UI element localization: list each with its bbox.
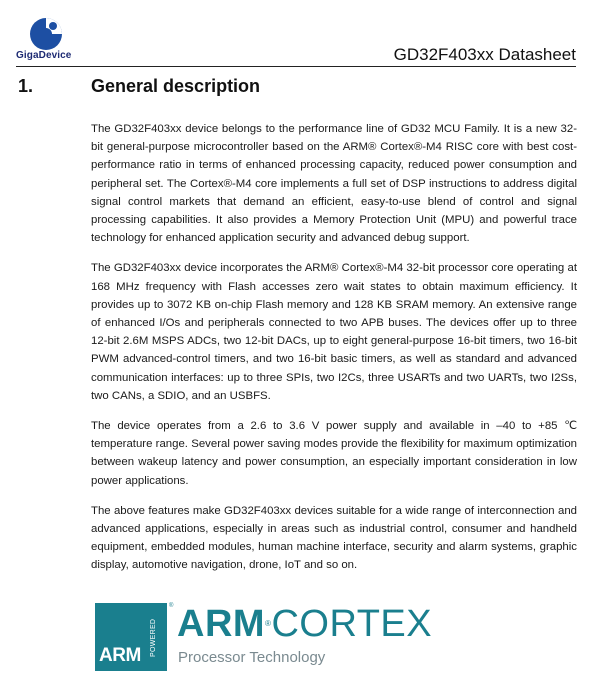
paragraph: The GD32F403xx device belongs to the performance line of GD32 MCU Family. It is a new 32-bit general-purpose microcontroller based on the ARM® Cortex®-M4 RISC core with best cost-performance ratio in terms of enhanced processing capacity, reduced power consumption and peripheral set. The Cortex®-M4 core implements a full set of DSP instructions to address digital signal control markets that demand an efficient, easy-to-use blend of control and signal processing capabilities. It also provides a Memory Protection Unit (MPU) and powerful trace technology for enhanced application security and advanced debug support. [91,123,577,245]
paragraph: The GD32F403xx device incorporates the ARM® Cortex®-M4 32-bit processor core operating at 168 MHz frequency with Flash accesses zero wait states to obtain maximum efficiency. It provides up to 3072 KB on-chip Flash memory and 128 KB SRAM memory. An extensive range of enhanced I/Os and peripherals connected to two APB buses. The devices offer up to three 12-bit 2.6M MSPS ADCs, two 12-bit DACs, up to eight general-purpose 16-bit timers, two 16-bit PWM advanced-control timers, and two 16-bit basic timers, as well as standard and advanced communication interfaces: up to three SPIs, two I2Cs, three USARTs and two UARTs, two I2Ss, two CANs, a SDIO, and an USBFS. [91,262,577,402]
section-number: 1. [18,76,34,96]
arm-badge-word: ARM [99,645,141,666]
registered-mark: ® [169,603,174,609]
arm-powered-badge [95,603,167,671]
document-title: GD32F403xx Datasheet [393,45,576,64]
processor-technology-label: Processor Technology [178,649,326,666]
wordmark-reg: ® [265,619,272,628]
paragraph: The device operates from a 2.6 to 3.6 V power supply and available in –40 to +85 ℃ temperature range. Several power saving modes provide the flexibility for maximum optimization between wakeup latency and power consumption, an especially important consideration in low power applications. [91,420,577,487]
paragraph: The above features make GD32F403xx devices suitable for a wide range of interconnection and advanced applications, especially in areas such as industrial control, consumer and handheld equipment, embedded modules, human machine interface, security and alarm systems, graphic display, automotive navigation, drone, IoT and so on. [91,504,577,572]
powered-label: POWERED [150,618,157,658]
body-text [91,120,577,587]
section-title: General description [91,76,261,96]
wordmark-cortex: CORTEX [271,603,433,645]
brand-name: GigaDevice [16,50,72,61]
gigadevice-logo-icon [28,16,64,52]
arm-cortex-logo [95,603,433,673]
wordmark-arm: ARM [177,603,266,645]
header-divider [16,66,576,67]
arm-cortex-wordmark [177,604,432,644]
